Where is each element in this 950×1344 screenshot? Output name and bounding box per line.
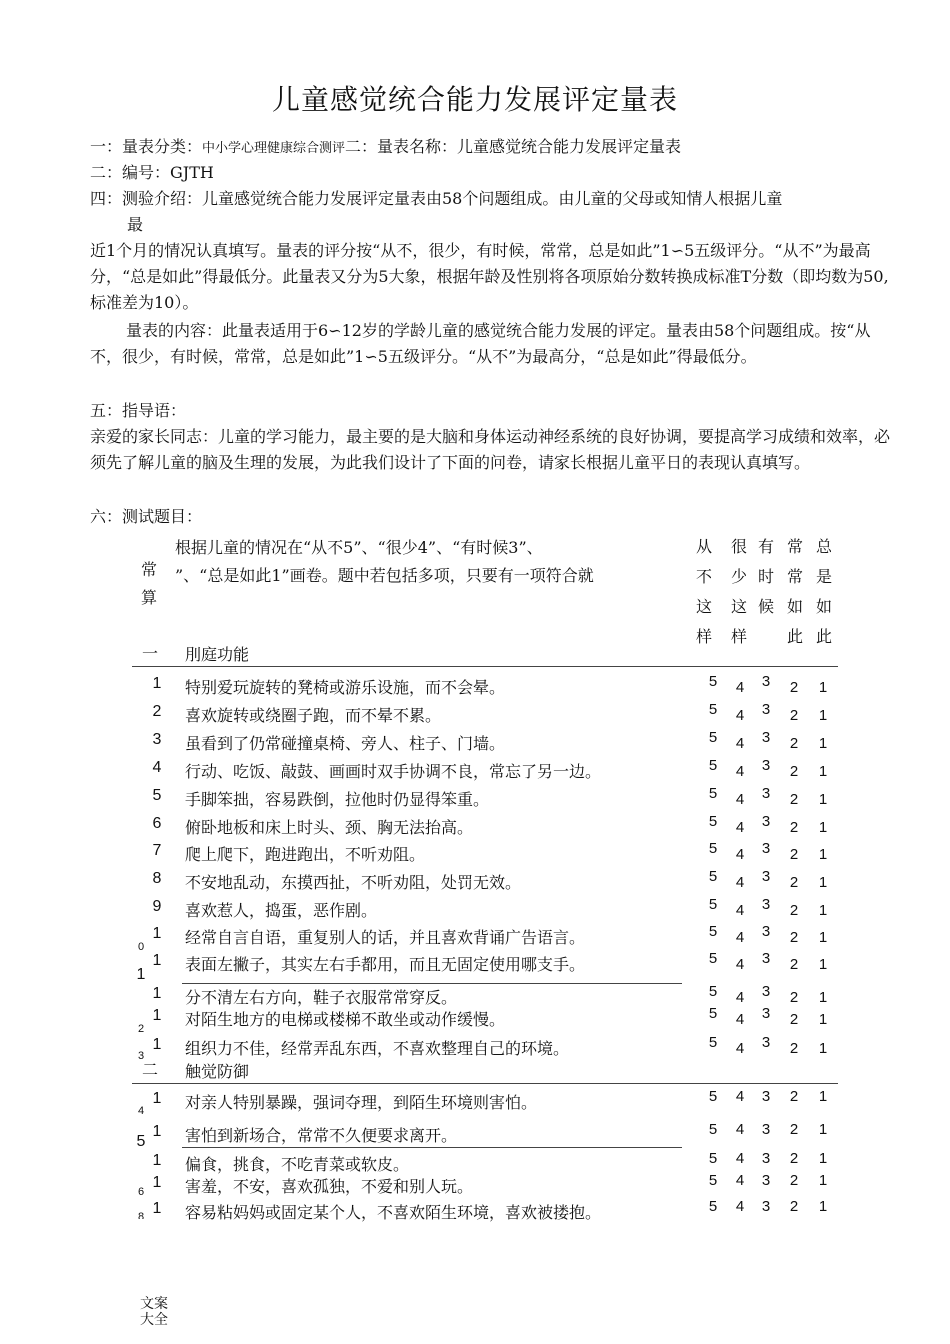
item-number: 2 [152, 703, 162, 720]
item-number: 1 [152, 1200, 162, 1217]
score-option-3[interactable]: 3 [761, 1172, 771, 1189]
col-header-sometimes: 有时候 [757, 537, 774, 616]
score-option-5[interactable]: 5 [708, 1198, 718, 1215]
intro-line-1 [90, 134, 681, 162]
score-option-1[interactable]: 1 [818, 1088, 828, 1105]
score-option-5[interactable]: 5 [708, 673, 718, 690]
score-option-2[interactable]: 2 [789, 1198, 799, 1215]
score-option-2[interactable]: 2 [789, 1011, 799, 1028]
score-option-5[interactable]: 5 [708, 950, 718, 967]
intro-content-paragraph: 量表的内容：此量表适用于6∽12岁的学龄儿童的感觉统合能力发展的评定。量表由58个问题组成。按“从不，很少，有时候，常常，总是如此”1∽5五级评分。“从不”为最高分，“总是如此”得最低分。 [90, 321, 871, 366]
item-text: 喜欢惹人，捣蛋，恶作剧。 [185, 901, 378, 920]
score-option-2[interactable]: 2 [789, 679, 799, 696]
score-option-2[interactable]: 2 [789, 929, 799, 946]
score-option-2[interactable]: 2 [789, 902, 799, 919]
row-number-overflow: 3 [137, 1051, 145, 1059]
score-option-1[interactable]: 1 [818, 791, 828, 808]
score-option-5[interactable]: 5 [708, 1121, 718, 1138]
item-number: 1 [152, 1152, 162, 1169]
score-option-3[interactable]: 3 [761, 950, 771, 967]
item-text: 爬上爬下，跑进跑出，不听劝阻。 [185, 845, 426, 864]
item-text: 害怕到新场合，常常不久便要求离开。 [185, 1126, 458, 1145]
score-option-3[interactable]: 3 [761, 1005, 771, 1022]
score-option-3[interactable]: 3 [761, 729, 771, 746]
score-option-2[interactable]: 2 [789, 1150, 799, 1167]
item-text: 特别爱玩旋转的凳椅或游乐设施，而不会晕。 [185, 678, 506, 697]
score-option-2[interactable]: 2 [789, 819, 799, 836]
row-number-overflow: 4 [137, 1106, 145, 1115]
score-option-2[interactable]: 2 [789, 791, 799, 808]
item-text: 经常自言自语，重复别人的话，并且喜欢背诵广告语言。 [185, 928, 586, 947]
score-option-1[interactable]: 1 [818, 989, 828, 1006]
score-option-3[interactable]: 3 [761, 813, 771, 830]
score-option-1[interactable]: 1 [818, 1011, 828, 1028]
item-number: 1 [152, 1174, 162, 1191]
score-option-5[interactable]: 5 [708, 983, 718, 1000]
score-option-4[interactable]: 4 [735, 929, 745, 946]
score-option-5[interactable]: 5 [708, 1088, 718, 1105]
score-option-5[interactable]: 5 [708, 729, 718, 746]
score-option-5[interactable]: 5 [708, 840, 718, 857]
score-option-5[interactable]: 5 [708, 813, 718, 830]
item-number: 5 [152, 787, 162, 804]
item-text: 对陌生地方的电梯或楼梯不敢坐或动作缓慢。 [185, 1010, 506, 1029]
score-option-5[interactable]: 5 [708, 1005, 718, 1022]
score-option-2[interactable]: 2 [789, 1040, 799, 1057]
score-option-1[interactable]: 1 [818, 1150, 828, 1167]
intro-test-description: 四：测验介绍：儿童感觉统合能力发展评定量表由58个问题组成。由儿童的父母或知情人根据儿童 [90, 189, 783, 208]
score-option-3[interactable]: 3 [761, 923, 771, 940]
score-option-4[interactable]: 4 [735, 1040, 745, 1057]
section-2-divider [132, 1083, 838, 1084]
item-text: 偏食，挑食，不吃青菜或软皮。 [185, 1155, 410, 1174]
row-divider [182, 1147, 682, 1148]
score-option-3[interactable]: 3 [761, 785, 771, 802]
score-option-5[interactable]: 5 [708, 1150, 718, 1167]
score-option-3[interactable]: 3 [761, 757, 771, 774]
score-option-4[interactable]: 4 [735, 735, 745, 752]
item-number: 8 [152, 870, 162, 887]
score-option-2[interactable]: 2 [789, 989, 799, 1006]
score-option-2[interactable]: 2 [789, 874, 799, 891]
intro-test-description-wrap: 最 [127, 215, 144, 234]
score-option-2[interactable]: 2 [789, 763, 799, 780]
score-option-4[interactable]: 4 [735, 989, 745, 1006]
item-number: 7 [152, 842, 162, 859]
score-option-3[interactable]: 3 [761, 983, 771, 1000]
row-number-overflow: 6 [137, 1187, 145, 1195]
item-text: 手脚笨拙，容易跌倒，拉他时仍显得笨重。 [185, 790, 490, 809]
score-option-1[interactable]: 1 [818, 1172, 828, 1189]
score-option-3[interactable]: 3 [761, 896, 771, 913]
score-option-4[interactable]: 4 [735, 1198, 745, 1215]
score-option-5[interactable]: 5 [708, 868, 718, 885]
score-option-3[interactable]: 3 [761, 1198, 771, 1215]
section-2-index: 二 [142, 1060, 159, 1079]
score-option-4[interactable]: 4 [735, 1150, 745, 1167]
section-2-name: 触觉防御 [185, 1062, 250, 1081]
header-left-label: 常算 [140, 560, 157, 607]
score-option-4[interactable]: 4 [735, 679, 745, 696]
score-option-5[interactable]: 5 [708, 923, 718, 940]
score-option-2[interactable]: 2 [789, 735, 799, 752]
score-option-4[interactable]: 4 [735, 1172, 745, 1189]
scale-name: 二：量表名称：儿童感觉统合能力发展评定量表 [345, 137, 682, 156]
document-title: 儿童感觉统合能力发展评定量表 [271, 83, 678, 116]
item-number: 1 [152, 1007, 162, 1024]
guide-paragraph: 亲爱的家长同志：儿童的学习能力，最主要的是大脑和身体运动神经系统的良好协调，要提高学习成绩和效率，必须先了解儿童的脑及生理的发展，为此我们设计了下面的问卷，请家长根据儿童平日的表现认真填写。 [90, 427, 891, 472]
score-option-5[interactable]: 5 [708, 1034, 718, 1051]
item-text: 喜欢旋转或绕圈子跑，而不晕不累。 [185, 706, 442, 725]
score-option-2[interactable]: 2 [789, 1172, 799, 1189]
item-text: 组织力不佳，经常弄乱东西，不喜欢整理自己的环境。 [185, 1039, 570, 1058]
footer-text: 文案大全 [140, 1296, 168, 1328]
item-text: 俯卧地板和床上时头、颈、胸无法抬高。 [185, 818, 474, 837]
score-option-1[interactable]: 1 [818, 707, 828, 724]
section-1-index: 一 [142, 644, 159, 663]
item-number: 4 [152, 759, 162, 776]
item-number: 6 [152, 815, 162, 832]
item-text: 表面左撇子，其实左右手都用，而且无固定使用哪支手。 [185, 955, 586, 974]
score-option-2[interactable]: 2 [789, 1088, 799, 1105]
score-option-4[interactable]: 4 [735, 1121, 745, 1138]
score-option-1[interactable]: 1 [818, 874, 828, 891]
score-option-4[interactable]: 4 [735, 791, 745, 808]
section-1-divider [132, 666, 838, 667]
item-number: 1 [152, 985, 162, 1002]
score-option-1[interactable]: 1 [818, 1040, 828, 1057]
item-text: 对亲人特别暴躁，强词夺理，到陌生环境则害怕。 [185, 1093, 538, 1112]
score-option-1[interactable]: 1 [818, 679, 828, 696]
item-number: 1 [152, 925, 162, 942]
score-option-3[interactable]: 3 [761, 868, 771, 885]
score-option-1[interactable]: 1 [818, 1121, 828, 1138]
score-option-5[interactable]: 5 [708, 757, 718, 774]
item-number: 1 [152, 1123, 162, 1140]
item-number: 1 [152, 675, 162, 692]
score-option-2[interactable]: 2 [789, 846, 799, 863]
score-option-4[interactable]: 4 [735, 1011, 745, 1028]
header-instruction-1: 根据儿童的情况在“从不5”、“很少4”、“有时候3”、 [175, 538, 543, 557]
score-option-5[interactable]: 5 [708, 896, 718, 913]
score-option-1[interactable]: 1 [818, 929, 828, 946]
score-option-3[interactable]: 3 [761, 1121, 771, 1138]
item-number: 1 [152, 952, 162, 969]
item-number: 1 [152, 1090, 162, 1107]
score-option-4[interactable]: 4 [735, 707, 745, 724]
score-option-1[interactable]: 1 [818, 902, 828, 919]
score-option-3[interactable]: 3 [761, 673, 771, 690]
item-text: 不安地乱动，东摸西扯，不听劝阻，处罚无效。 [185, 873, 522, 892]
col-header-often: 常常如此 [786, 537, 803, 646]
col-header-never: 从不这样 [695, 537, 712, 646]
col-header-rarely: 很少这样 [730, 537, 747, 646]
score-option-5[interactable]: 5 [708, 701, 718, 718]
score-option-1[interactable]: 1 [818, 846, 828, 863]
scale-category-value: 中小学心理健康综合测评 [202, 141, 346, 156]
section-1-name: 刖庭功能 [185, 645, 250, 664]
score-option-1[interactable]: 1 [818, 735, 828, 752]
score-option-1[interactable]: 1 [818, 819, 828, 836]
intro-code: 二：编号：GJTH [90, 163, 214, 182]
header-instruction-2: ”、“总是如此1”画卷。题中若包括多项，只要有一项符合就 [175, 566, 594, 585]
intro-scoring-paragraph: 近1个月的情况认真填写。量表的评分按“从不，很少，有时候，常常，总是如此”1∽5五级评分。“从不”为最高分，“总是如此”得最低分。此量表又分为5大象，根据年龄及性别将各项原始分数转换成标准T分数（即均数为50, 标准差为10）。 [90, 241, 889, 312]
score-option-4[interactable]: 4 [735, 819, 745, 836]
item-text: 害羞，不安，喜欢孤独，不爱和别人玩。 [185, 1177, 474, 1196]
item-text: 虽看到了仍常碰撞桌椅、旁人、柱子、门墙。 [185, 734, 506, 753]
score-option-3[interactable]: 3 [761, 1088, 771, 1105]
score-option-4[interactable]: 4 [735, 846, 745, 863]
score-option-4[interactable]: 4 [735, 763, 745, 780]
score-option-3[interactable]: 3 [761, 840, 771, 857]
item-number: 1 [152, 1036, 162, 1053]
score-option-4[interactable]: 4 [735, 902, 745, 919]
row-number-overflow: 5 [136, 1133, 146, 1150]
row-number-overflow: 0 [137, 942, 145, 951]
item-number: 9 [152, 898, 162, 915]
score-option-1[interactable]: 1 [818, 1198, 828, 1215]
score-option-5[interactable]: 5 [708, 1172, 718, 1189]
guide-heading: 五：指导语： [90, 401, 187, 420]
score-option-3[interactable]: 3 [761, 701, 771, 718]
score-option-4[interactable]: 4 [735, 1088, 745, 1105]
score-option-2[interactable]: 2 [789, 1121, 799, 1138]
score-option-2[interactable]: 2 [789, 956, 799, 973]
test-items-heading: 六：测试题目： [90, 507, 203, 526]
score-option-4[interactable]: 4 [735, 874, 745, 891]
row-number-overflow: 8 [137, 1212, 145, 1219]
col-header-always: 总是如此 [815, 537, 832, 646]
score-option-1[interactable]: 1 [818, 956, 828, 973]
score-option-1[interactable]: 1 [818, 763, 828, 780]
row-divider [182, 983, 682, 984]
score-option-5[interactable]: 5 [708, 785, 718, 802]
score-option-3[interactable]: 3 [761, 1150, 771, 1167]
score-option-3[interactable]: 3 [761, 1034, 771, 1051]
item-text: 行动、吃饭、敲鼓、画画时双手协调不良，常忘了另一边。 [185, 762, 602, 781]
score-option-4[interactable]: 4 [735, 956, 745, 973]
row-number-overflow: 2 [137, 1024, 145, 1033]
item-number: 3 [152, 731, 162, 748]
scale-category-label: 一：量表分类： [90, 137, 203, 156]
score-option-2[interactable]: 2 [789, 707, 799, 724]
item-text: 分不清左右方向，鞋子衣服常常穿反。 [185, 988, 458, 1007]
item-text: 容易粘妈妈或固定某个人，不喜欢陌生环境，喜欢被搂抱。 [185, 1203, 602, 1222]
row-number-overflow: 1 [136, 966, 146, 983]
